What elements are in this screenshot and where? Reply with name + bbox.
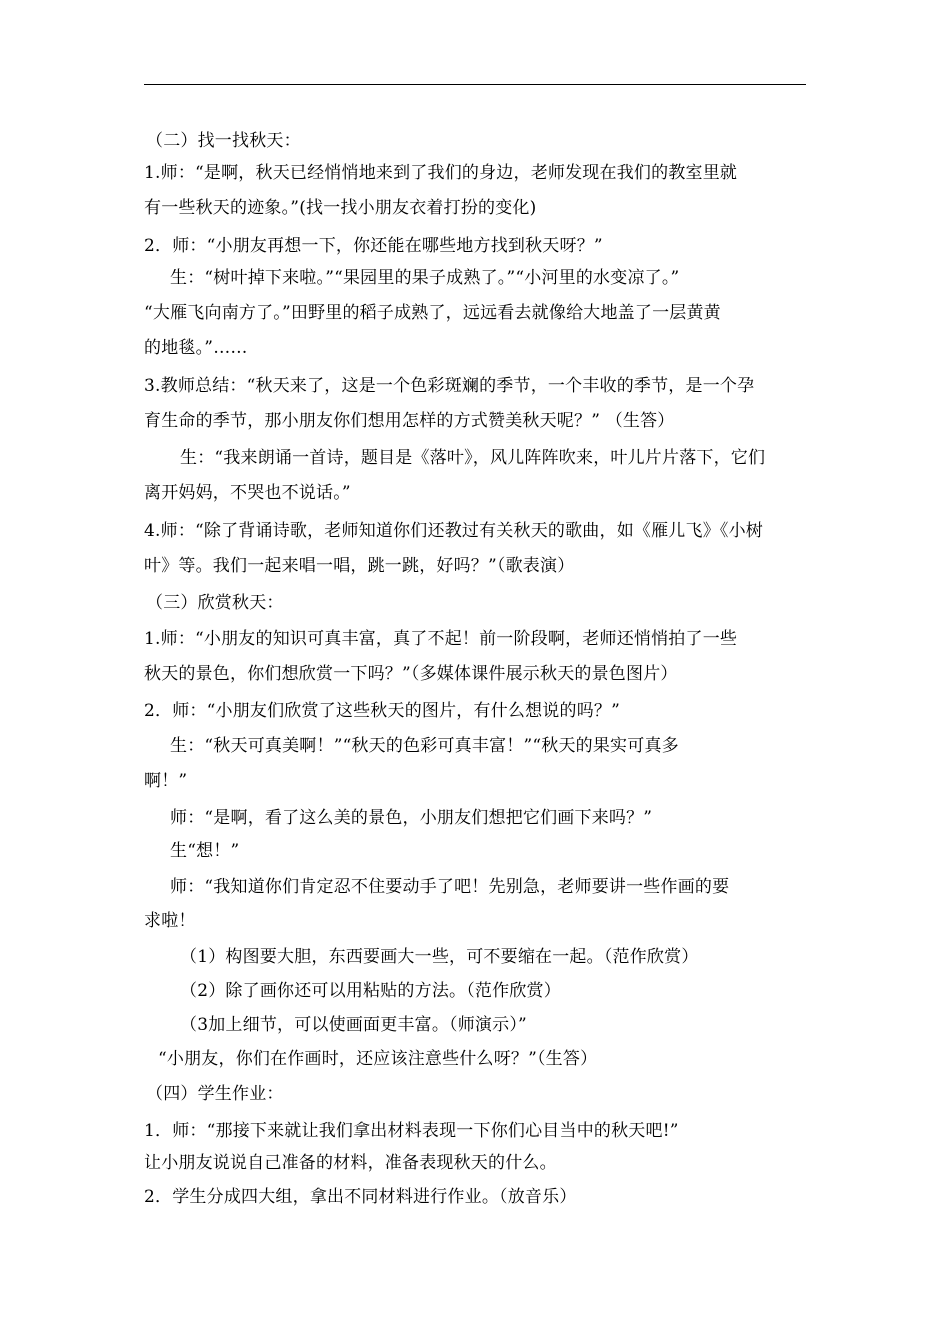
paragraph-line: 2．学生分成四大组，拿出不同材料进行作业。（放音乐） <box>144 1187 577 1207</box>
section-heading: （三）欣赏秋天： <box>146 593 284 613</box>
paragraph-line: 师：“是啊，看了这么美的景色，小朋友们想把它们画下来吗？” <box>170 808 653 828</box>
list-item: （1）构图要大胆，东西要画大一些，可不要缩在一起。（范作欣赏） <box>180 947 699 967</box>
paragraph-line: 育生命的季节，那小朋友你们想用怎样的方式赞美秋天呢？” （生答） <box>144 411 675 431</box>
section-heading: （二）找一找秋天： <box>146 131 301 151</box>
paragraph-line: 生：“我来朗诵一首诗，题目是《落叶》，风儿阵阵吹来，叶儿片片落下，它们 <box>180 448 766 468</box>
paragraph-line: 离开妈妈，不哭也不说话。” <box>144 483 351 503</box>
paragraph-line: 4.师：“除了背诵诗歌，老师知道你们还教过有关秋天的歌曲，如《雁儿飞》《小树 <box>144 521 764 541</box>
paragraph-line: 的地毯。”…… <box>144 338 248 358</box>
paragraph-line: 叶》等。我们一起来唱一唱，跳一跳，好吗？”（歌表演） <box>144 556 575 576</box>
paragraph-line: 让小朋友说说自己准备的材料，准备表现秋天的什么。 <box>144 1153 557 1173</box>
paragraph-line: 求啦！ <box>144 911 196 931</box>
paragraph-line: 生：“树叶掉下来啦。”“果园里的果子成熟了。”“小河里的水变凉了。” <box>170 268 680 288</box>
paragraph-line: 生：“秋天可真美啊！”“秋天的色彩可真丰富！”“秋天的果实可真多 <box>170 736 679 756</box>
paragraph-line: 啊！” <box>144 771 188 791</box>
paragraph-line: 有一些秋天的迹象。”(找一找小朋友衣着打扮的变化) <box>144 198 537 218</box>
paragraph-line: 2．师：“小朋友们欣赏了这些秋天的图片，有什么想说的吗？” <box>144 701 620 721</box>
paragraph-line: “大雁飞向南方了。”田野里的稻子成熟了，远远看去就像给大地盖了一层黄黄 <box>144 303 721 323</box>
paragraph-line: 师：“我知道你们肯定忍不住要动手了吧！先别急，老师要讲一些作画的要 <box>170 877 730 897</box>
paragraph-line: 3.教师总结：“秋天来了，这是一个色彩斑斓的季节，一个丰收的季节，是一个孕 <box>144 376 755 396</box>
paragraph-line: 1.师：“小朋友的知识可真丰富，真了不起！前一阶段啊，老师还悄悄拍了一些 <box>144 629 738 649</box>
paragraph-line: 1.师：“是啊，秋天已经悄悄地来到了我们的身边，老师发现在我们的教室里就 <box>144 163 738 183</box>
paragraph-line: 生“想！” <box>170 841 240 861</box>
paragraph-line: 秋天的景色，你们想欣赏一下吗？”（多媒体课件展示秋天的景色图片） <box>144 664 678 684</box>
list-item: （3加上细节，可以使画面更丰富。（师演示）” <box>180 1015 527 1035</box>
paragraph-line: “小朋友，你们在作画时，还应该注意些什么呀？”（生答） <box>158 1049 598 1069</box>
paragraph-line: 2．师：“小朋友再想一下，你还能在哪些地方找到秋天呀？” <box>144 236 603 256</box>
paragraph-line: 1．师：“那接下来就让我们拿出材料表现一下你们心目当中的秋天吧!” <box>144 1121 679 1141</box>
header-rule <box>144 84 806 85</box>
list-item: （2）除了画你还可以用粘贴的方法。（范作欣赏） <box>180 981 561 1001</box>
section-heading: （四）学生作业： <box>146 1084 284 1104</box>
